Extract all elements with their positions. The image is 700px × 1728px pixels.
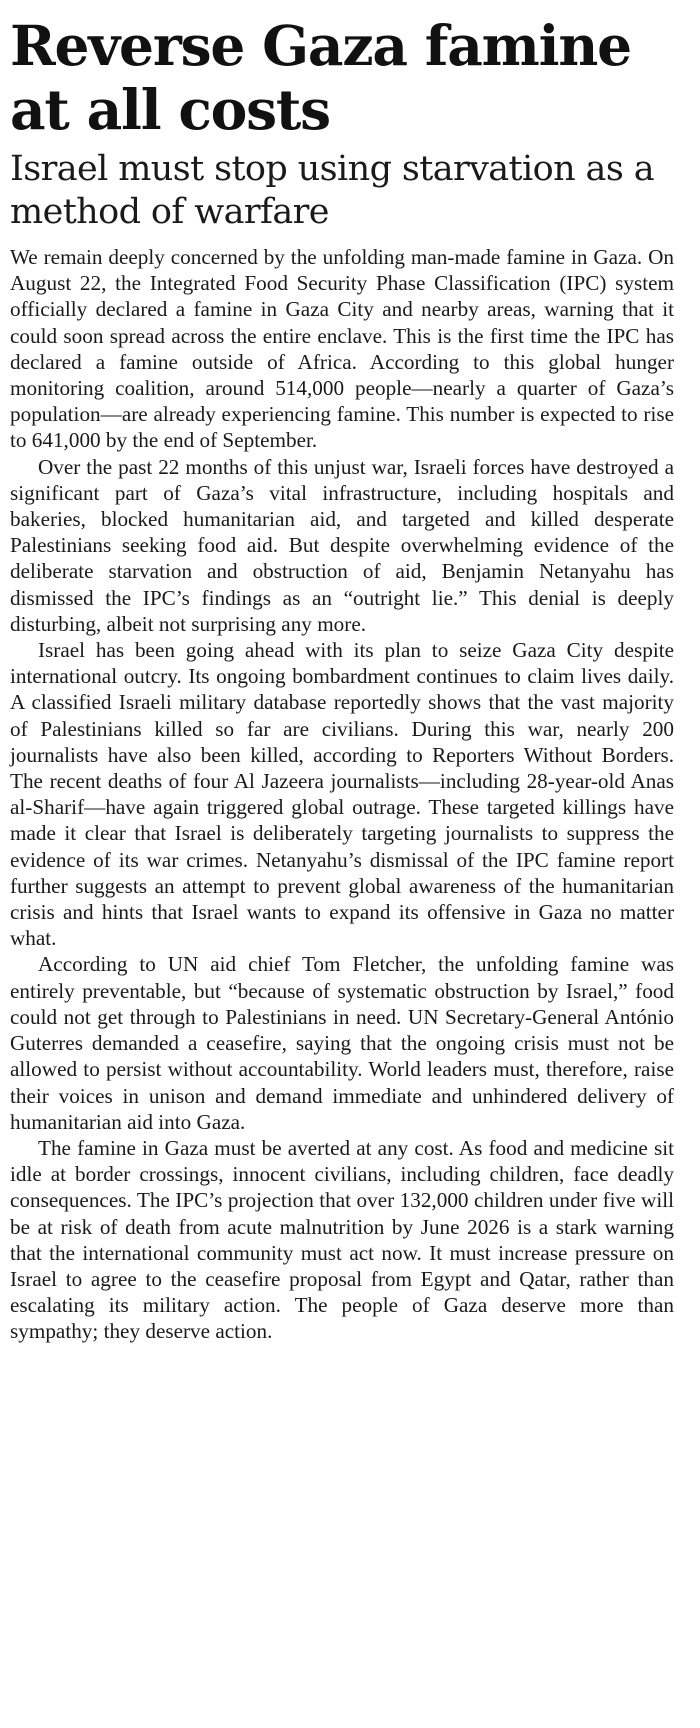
body-paragraph: We remain deeply concerned by the unfolding man-made famine in Gaza. On August 22, the Integrated Food Security Phase Classification (IPC) system officially declared a famine in Gaza City and nearby areas, warning that it could soon spread across the entire enclave. This is the first time the IPC has declared a famine outside of Africa. According to this global hunger monitoring coalition, around 514,000 people—nearly a quarter of Gaza’s population—are already experiencing famine. This number is expected to rise to 641,000 by the end of September. [10, 245, 674, 453]
body-paragraph: The famine in Gaza must be averted at any cost. As food and medicine sit idle at border crossings, innocent civilians, including children, face deadly consequences. The IPC’s projection that over 132,000 children under five will be at risk of death from acute malnutrition by June 2026 is a stark warning that the international community must act now. It must increase pressure on Israel to agree to the ceasefire proposal from Egypt and Qatar, rather than escalating its military action. The people of Gaza deserve more than sympathy; they deserve action. [10, 1135, 674, 1344]
body-paragraph: Over the past 22 months of this unjust war, Israeli forces have destroyed a significant part of Gaza’s vital infrastructure, including hospitals and bakeries, blocked humanitarian aid, and targeted and killed desperate Palestinians seeking food aid. But despite overwhelming evidence of the deliberate starvation and obstruction of aid, Benjamin Netanyahu has dismissed the IPC’s findings as an “outright lie.” This denial is deeply disturbing, albeit not surprising any more. [10, 454, 674, 636]
body-paragraph: Israel has been going ahead with its plan to seize Gaza City despite international outcry. Its ongoing bombardment continues to claim lives daily. A classified Israeli military database reportedly shows that the vast majority of Palestinians killed so far are civilians. During this war, nearly 200 journalists have also been killed, according to Reporters Without Borders. The recent deaths of four Al Jazeera journalists—including 28-year-old Anas al-Sharif—have again triggered global outrage. These targeted killings have made it clear that Israel is deliberately targeting journalists to suppress the evidence of its war crimes. Netanyahu’s dismissal of the IPC famine report further suggests an attempt to prevent global awareness of the humanitarian crisis and hints that Israel wants to expand its offensive in Gaza no matter what. [10, 638, 674, 951]
body-paragraph: According to UN aid chief Tom Fletcher, the unfolding famine was entirely preventable, but “because of systematic obstruction by Israel,” food could not get through to Palestinians in need. UN Secretary-General António Guterres demanded a ceasefire, saying that the ongoing crisis must not be allowed to persist without accountability. World leaders must, therefore, raise their voices in unison and demand immediate and unhindered delivery of humanitarian aid into Gaza. [10, 952, 674, 1134]
subheadline: Israel must stop using starvation as a method of warfare [10, 149, 654, 232]
article-body [10, 244, 674, 1345]
headline: Reverse Gaza famine at all costs [10, 13, 631, 142]
